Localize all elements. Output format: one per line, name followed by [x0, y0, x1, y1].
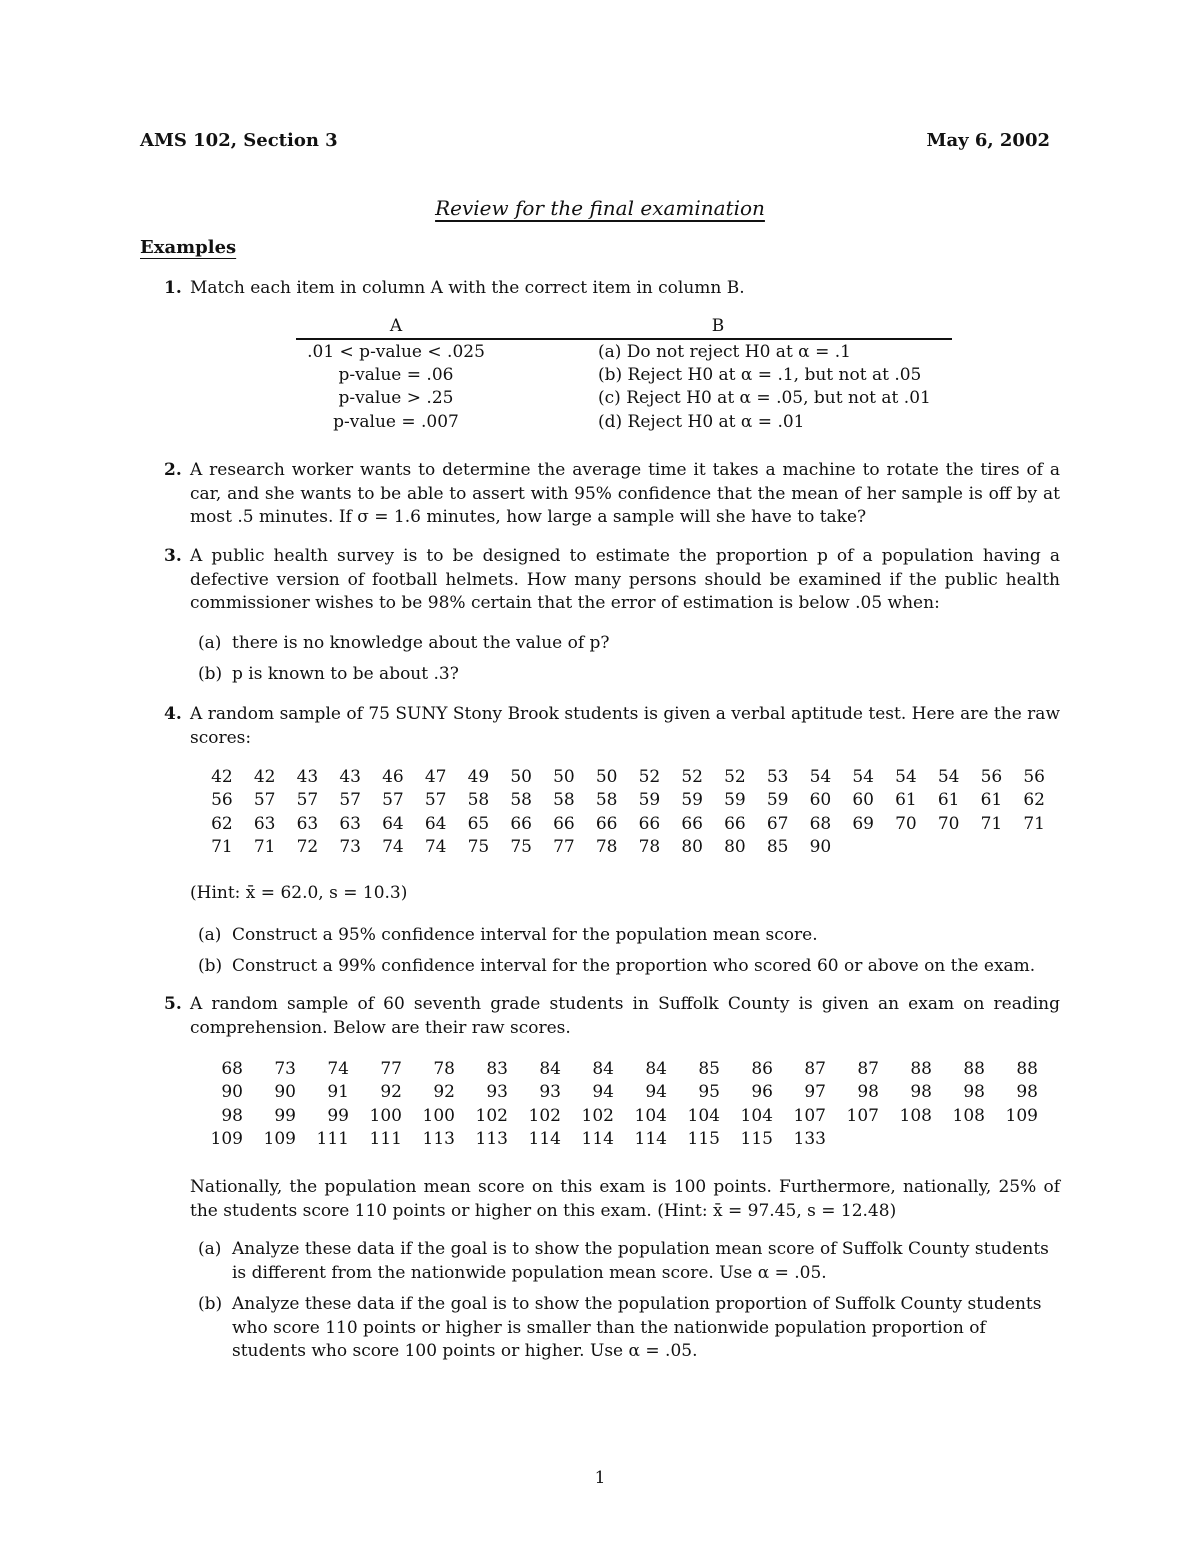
score-cell: 113: [422, 1129, 455, 1150]
score-cell: 66: [553, 813, 575, 834]
score-cell: 63: [339, 813, 361, 834]
score-cell: [1002, 836, 1045, 860]
score-row: [190, 789, 1045, 813]
score-cell: 90: [274, 1082, 296, 1103]
score-cell: 93: [486, 1082, 508, 1103]
score-cell: 54: [809, 766, 832, 787]
course-header: AMS 102, Section 3: [140, 130, 338, 151]
score-cell: 107: [846, 1105, 879, 1126]
score-cell: 74: [382, 837, 404, 858]
score-cell: 88: [1016, 1058, 1038, 1079]
question-5: [164, 993, 1060, 1040]
question-5-paragraph: Nationally, the population mean score on this exam is 100 points. Furthermore, nationally, 25% of the students score 110 points or higher on this exam. (Hint: x̄ = 97.45, s = 12.48): [190, 1177, 1060, 1221]
score-cell: 64: [382, 813, 404, 834]
score-cell: 58: [467, 790, 490, 811]
score-cell: 114: [581, 1129, 614, 1150]
question-4-part-a: [198, 924, 1060, 948]
score-cell: 71: [1023, 813, 1045, 834]
score-cell: 61: [980, 790, 1003, 811]
score-cell: 99: [327, 1105, 349, 1126]
score-cell: 102: [528, 1105, 561, 1126]
score-cell: 91: [327, 1082, 349, 1103]
score-cell: 52: [681, 766, 703, 787]
score-cell: 83: [486, 1058, 508, 1079]
table-row: [296, 410, 952, 433]
question-2: [164, 459, 1060, 530]
score-cell: 69: [852, 813, 874, 834]
score-cell: 63: [296, 813, 319, 834]
score-row: [190, 1081, 1038, 1105]
score-cell: 43: [296, 766, 319, 787]
score-cell: 98: [1016, 1082, 1038, 1103]
score-cell: 59: [638, 790, 661, 811]
score-cell: 74: [327, 1058, 349, 1079]
score-cell: 77: [380, 1058, 402, 1079]
score-cell: 59: [766, 790, 789, 811]
score-cell: 70: [895, 813, 917, 834]
score-cell: 92: [380, 1082, 402, 1103]
score-cell: 49: [467, 766, 490, 787]
score-cell: 54: [937, 766, 960, 787]
score-cell: 66: [595, 813, 618, 834]
score-cell: [826, 1128, 879, 1152]
score-cell: 98: [221, 1105, 243, 1126]
column-b-cell: (a) Do not reject H0 at α = .1: [598, 341, 851, 362]
page-title: Review for the final examination: [435, 196, 765, 220]
score-cell: 64: [424, 813, 447, 834]
score-cell: 58: [553, 790, 575, 811]
score-cell: 71: [253, 837, 276, 858]
question-text: A random sample of 60 seventh grade students in Suffolk County is given an exam on reading comprehension. Below are their raw scores.: [190, 994, 1060, 1038]
part-text: Analyze these data if the goal is to show the population mean score of Suffolk County students is different from the nationwide population mean score. Use α = .05.: [232, 1239, 1049, 1283]
score-row: [190, 1057, 1038, 1081]
score-cell: 78: [638, 837, 661, 858]
column-b-cell: (b) Reject H0 at α = .1, but not at .05: [598, 364, 922, 385]
score-cell: 60: [852, 790, 874, 811]
score-cell: 85: [698, 1058, 720, 1079]
score-cell: 90: [221, 1082, 243, 1103]
question-number: 1.: [164, 278, 182, 298]
table-row: [296, 363, 952, 386]
part-text: Construct a 99% confidence interval for the proportion who scored 60 or above on the exam.: [232, 956, 1036, 976]
score-cell: 113: [475, 1129, 508, 1150]
part-label: (b): [198, 664, 223, 684]
question-number: 4.: [164, 704, 182, 724]
column-b-cell: (c) Reject H0 at α = .05, but not at .01: [598, 388, 931, 409]
question-4: [164, 703, 1060, 750]
score-cell: 75: [510, 837, 532, 858]
score-cell: 75: [467, 837, 490, 858]
column-a-cell: .01 < p-value < .025: [307, 341, 485, 362]
score-cell: 107: [793, 1105, 826, 1126]
score-cell: 94: [645, 1082, 667, 1103]
score-cell: 115: [740, 1129, 773, 1150]
part-text: p is known to be about .3?: [232, 664, 459, 684]
score-cell: 114: [634, 1129, 667, 1150]
score-cell: 56: [1023, 766, 1045, 787]
score-cell: 71: [211, 837, 233, 858]
question-number: 5.: [164, 994, 182, 1014]
score-cell: 85: [766, 837, 789, 858]
score-cell: 52: [638, 766, 661, 787]
score-cell: 57: [339, 790, 361, 811]
score-cell: 61: [937, 790, 960, 811]
part-text: there is no knowledge about the value of p?: [232, 633, 610, 653]
score-cell: 104: [634, 1105, 667, 1126]
score-cell: [879, 1128, 932, 1152]
score-cell: 50: [510, 766, 532, 787]
score-cell: 108: [899, 1105, 932, 1126]
question-text: A research worker wants to determine the average time it takes a machine to rotate the tires of a car, and she wants to be able to assert with 95% confidence that the mean of her sample is off by at most .5 minutes. If σ = 1.6 minutes, how large a sample will she have to take?: [190, 460, 1060, 527]
score-cell: 46: [382, 766, 404, 787]
score-cell: [960, 836, 1003, 860]
score-cell: 108: [952, 1105, 985, 1126]
score-cell: 66: [681, 813, 703, 834]
question-5-part-b: [198, 1293, 1060, 1364]
section-heading: Examples: [140, 237, 237, 258]
matching-table: [296, 316, 952, 433]
score-cell: 66: [510, 813, 532, 834]
score-cell: [932, 1128, 985, 1152]
score-cell: 43: [339, 766, 361, 787]
score-cell: 57: [296, 790, 319, 811]
score-cell: 92: [433, 1082, 455, 1103]
score-cell: 98: [963, 1082, 985, 1103]
score-cell: 57: [424, 790, 447, 811]
score-cell: 50: [595, 766, 618, 787]
score-row: [190, 1104, 1038, 1128]
question-number: 3.: [164, 546, 182, 566]
score-cell: 62: [1023, 790, 1045, 811]
part-label: (b): [198, 1294, 223, 1314]
score-cell: 70: [937, 813, 960, 834]
question-3-part-a: [198, 632, 1060, 656]
score-cell: 102: [581, 1105, 614, 1126]
score-cell: 65: [467, 813, 490, 834]
part-text: Analyze these data if the goal is to show the population proportion of Suffolk County students who score 110 points or higher is smaller than the nationwide population proportion of students who score 100 points or higher. Use α = .05.: [232, 1294, 1042, 1361]
question-1: [164, 277, 1060, 301]
score-row: [190, 1128, 1038, 1152]
score-row: [190, 812, 1045, 836]
score-cell: 68: [809, 813, 832, 834]
score-cell: 109: [210, 1129, 243, 1150]
score-cell: 109: [263, 1129, 296, 1150]
score-cell: 47: [424, 766, 447, 787]
score-cell: 114: [528, 1129, 561, 1150]
score-cell: 63: [253, 813, 276, 834]
score-cell: 42: [253, 766, 276, 787]
score-cell: 61: [895, 790, 917, 811]
score-cell: 54: [895, 766, 917, 787]
score-cell: 133: [793, 1129, 826, 1150]
score-cell: 56: [211, 790, 233, 811]
score-row: [190, 836, 1045, 860]
table-row: [296, 339, 952, 363]
score-cell: 60: [809, 790, 832, 811]
score-cell: 57: [253, 790, 276, 811]
question-5-part-a: [198, 1238, 1060, 1285]
score-cell: 109: [1005, 1105, 1038, 1126]
question-3-part-b: [198, 663, 1060, 687]
score-cell: 54: [852, 766, 874, 787]
score-cell: 88: [963, 1058, 985, 1079]
score-cell: 68: [221, 1058, 243, 1079]
score-cell: 52: [724, 766, 746, 787]
question-text: A public health survey is to be designed to estimate the proportion p of a population having a defective version of football helmets. How many persons should be examined if the public health commissioner wishes to be 98% certain that the error of estimation is below .05 when:: [190, 546, 1060, 613]
score-cell: 42: [211, 766, 233, 787]
score-cell: 67: [766, 813, 789, 834]
score-cell: 58: [510, 790, 532, 811]
column-a-header: A: [296, 316, 496, 339]
score-cell: 97: [804, 1082, 826, 1103]
score-cell: 74: [424, 837, 447, 858]
part-label: (a): [198, 925, 222, 945]
column-b-cell: (d) Reject H0 at α = .01: [598, 411, 805, 432]
score-cell: 100: [369, 1105, 402, 1126]
score-cell: 78: [595, 837, 618, 858]
score-cell: 100: [422, 1105, 455, 1126]
question-number: 2.: [164, 460, 182, 480]
score-cell: 80: [681, 837, 703, 858]
score-cell: [831, 836, 874, 860]
column-b-header: B: [496, 316, 952, 339]
score-cell: 50: [553, 766, 575, 787]
score-cell: 53: [766, 766, 789, 787]
score-row: [190, 765, 1045, 789]
date-header: May 6, 2002: [926, 130, 1050, 151]
score-cell: 104: [740, 1105, 773, 1126]
score-cell: 84: [539, 1058, 561, 1079]
question-4-hint: (Hint: x̄ = 62.0, s = 10.3): [190, 883, 408, 903]
question-3: [164, 545, 1060, 616]
score-cell: 62: [211, 813, 233, 834]
score-cell: 57: [382, 790, 404, 811]
score-cell: 98: [857, 1082, 879, 1103]
score-cell: 71: [980, 813, 1003, 834]
score-cell: 84: [592, 1058, 614, 1079]
column-a-cell: p-value > .25: [338, 388, 454, 409]
score-cell: 56: [980, 766, 1003, 787]
score-cell: 66: [638, 813, 661, 834]
score-cell: 59: [681, 790, 703, 811]
score-cell: 94: [592, 1082, 614, 1103]
score-cell: 86: [751, 1058, 773, 1079]
part-label: (a): [198, 1239, 222, 1259]
score-cell: 90: [809, 837, 832, 858]
score-cell: 77: [553, 837, 575, 858]
question-text: A random sample of 75 SUNY Stony Brook students is given a verbal aptitude test. Here are the raw scores:: [190, 704, 1060, 748]
score-cell: 66: [724, 813, 746, 834]
score-cell: 99: [274, 1105, 296, 1126]
score-cell: 95: [698, 1082, 720, 1103]
score-cell: 80: [724, 837, 746, 858]
score-cell: 78: [433, 1058, 455, 1079]
score-cell: [985, 1128, 1038, 1152]
page-number: 1: [594, 1468, 606, 1488]
question-text: Match each item in column A with the correct item in column B.: [190, 278, 745, 298]
score-cell: [874, 836, 917, 860]
score-cell: 104: [687, 1105, 720, 1126]
reading-scores-table: [190, 1057, 1038, 1151]
part-label: (a): [198, 633, 222, 653]
score-cell: 111: [369, 1129, 402, 1150]
score-cell: 87: [857, 1058, 879, 1079]
part-text: Construct a 95% confidence interval for the population mean score.: [232, 925, 818, 945]
score-cell: 73: [274, 1058, 296, 1079]
score-cell: 58: [595, 790, 618, 811]
score-cell: 59: [724, 790, 746, 811]
score-cell: 93: [539, 1082, 561, 1103]
score-cell: 84: [645, 1058, 667, 1079]
score-cell: 88: [910, 1058, 932, 1079]
column-a-cell: p-value = .007: [333, 411, 459, 432]
score-cell: 102: [475, 1105, 508, 1126]
verbal-scores-table: [190, 765, 1045, 859]
score-cell: 96: [751, 1082, 773, 1103]
score-cell: 87: [804, 1058, 826, 1079]
question-4-part-b: [198, 955, 1060, 979]
table-row: [296, 387, 952, 410]
score-cell: 111: [316, 1129, 349, 1150]
part-label: (b): [198, 956, 223, 976]
score-cell: [917, 836, 960, 860]
score-cell: 72: [296, 837, 319, 858]
score-cell: 98: [910, 1082, 932, 1103]
column-a-cell: p-value = .06: [338, 364, 454, 385]
score-cell: 73: [339, 837, 361, 858]
score-cell: 115: [687, 1129, 720, 1150]
